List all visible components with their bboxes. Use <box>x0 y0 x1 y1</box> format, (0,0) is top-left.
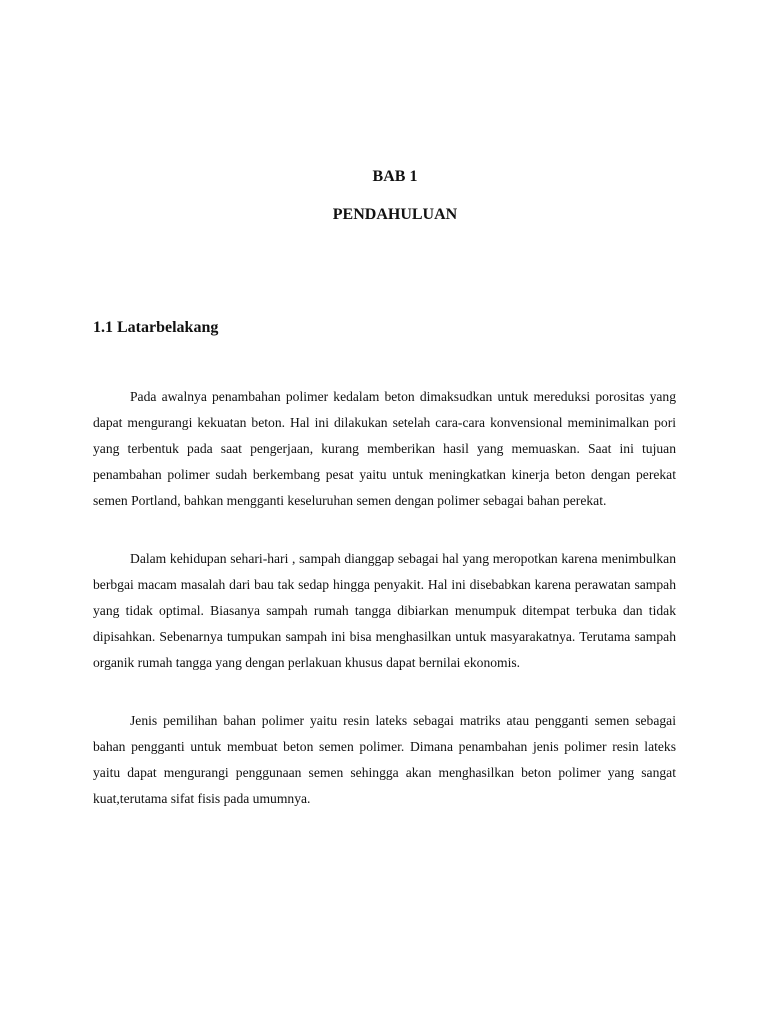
paragraph-1: Pada awalnya penambahan polimer kedalam beton dimaksudkan untuk mereduksi porositas yang dapat mengurangi kekuatan beton. Hal ini dilakukan setelah cara-cara konvensional meminimalkan pori yang terbentuk pada saat pengerjaan, kurang memberikan hasil yang memuaskan. Saat ini tujuan penambahan polimer sudah berkembang pesat yaitu untuk meningkatkan kinerja beton dengan perekat semen Portland, bahkan mengganti keseluruhan semen dengan polimer sebagai bahan perekat. <box>93 389 676 508</box>
chapter-title: PENDAHULUAN <box>332 206 458 223</box>
chapter-label: BAB 1 <box>372 168 418 185</box>
paragraph-2: Dalam kehidupan sehari-hari , sampah dianggap sebagai hal yang meropotkan karena menimbulkan berbgai macam masalah dari bau tak sedap hingga penyakit. Hal ini disebabkan karena perawatan sampah yang tidak optimal. Biasanya sampah rumah tangga dibiarkan menumpuk ditempat terbuka dan tidak dipisahkan. Sebenarnya tumpukan sampah ini bisa menghasilkan untuk masyarakatnya. Terutama sampah organik rumah tangga yang dengan perlakuan khusus dapat bernilai ekonomis. <box>93 551 676 670</box>
section-heading: 1.1 Latarbelakang <box>93 319 219 336</box>
paragraph-3: Jenis pemilihan bahan polimer yaitu resin lateks sebagai matriks atau pengganti semen sebagai bahan pengganti untuk membuat beton semen polimer. Dimana penambahan jenis polimer resin lateks yaitu dapat mengurangi penggunaan semen sehingga akan menghasilkan beton polimer yang sangat kuat,terutama sifat fisis pada umumnya. <box>93 713 676 806</box>
